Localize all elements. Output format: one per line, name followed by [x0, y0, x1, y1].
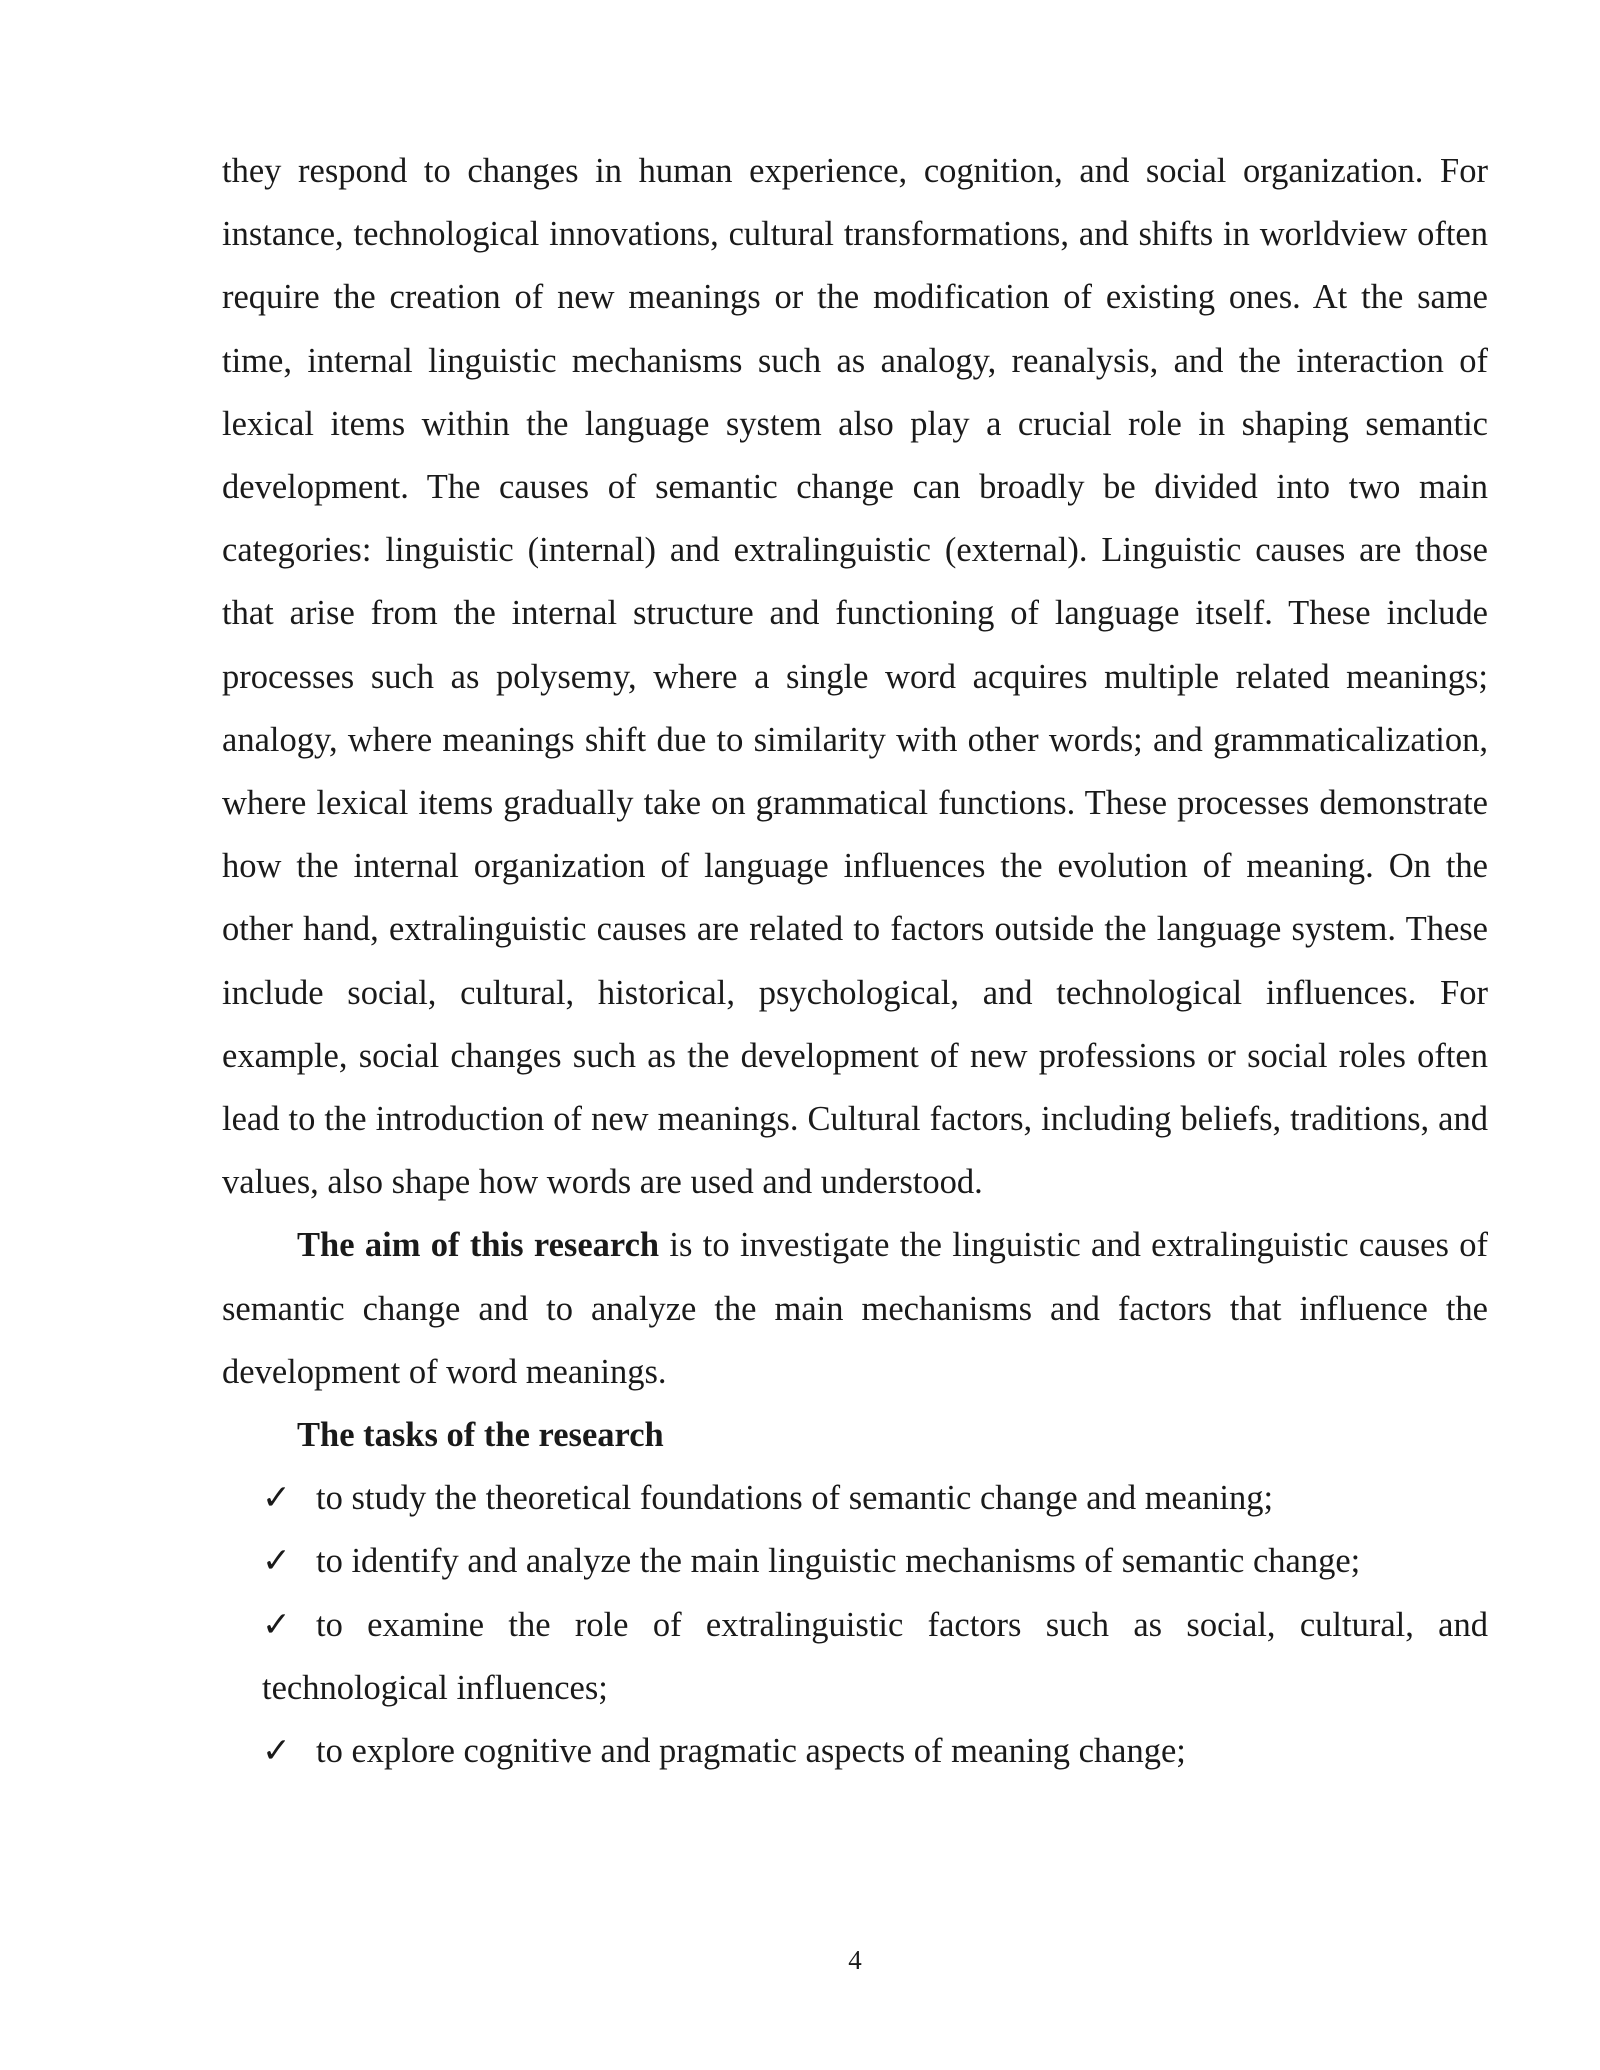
task-item	[222, 1720, 1488, 1783]
aim-paragraph	[222, 1214, 1488, 1404]
task-text: to study the theoretical foundations of semantic change and meaning;	[316, 1479, 1274, 1518]
task-item	[222, 1467, 1488, 1530]
intro-paragraph: they respond to changes in human experience, cognition, and social organization. For instance, technological innovations, cultural transformations, and shifts in worldview often require the creation of new meanings or the modification of existing ones. At the same time, internal linguistic mechanisms such as analogy, reanalysis, and the interaction of lexical items within the language system also play a crucial role in shaping semantic development. The causes of semantic change can broadly be divided into two main categories: linguistic (internal) and extralinguistic (external). Linguistic causes are those that arise from the internal structure and functioning of language itself. These include processes such as polysemy, where a single word acquires multiple related meanings; analogy, where meanings shift due to similarity with other words; and grammaticalization, where lexical items gradually take on grammatical functions. These processes demonstrate how the internal organization of language influences the evolution of meaning. On the other hand, extralinguistic causes are related to factors outside the language system. These include social, cultural, historical, psychological, and technological influences. For example, social changes such as the development of new professions or social roles often lead to the introduction of new meanings. Cultural factors, including beliefs, traditions, and values, also shape how words are used and understood.	[222, 152, 1488, 1202]
check-icon: ✓	[262, 1732, 291, 1771]
check-icon: ✓	[262, 1479, 291, 1518]
aim-text: is to investigate the linguistic and extralinguistic causes of semantic change and to analyze the main mechanisms and factors that influence the development of word meanings.	[222, 1226, 1488, 1391]
check-icon: ✓	[262, 1542, 291, 1581]
tasks-heading: The tasks of the research	[297, 1416, 664, 1455]
task-text: to identify and analyze the main linguistic mechanisms of semantic change;	[316, 1542, 1361, 1581]
task-item	[222, 1594, 1488, 1720]
page-number: 4	[848, 1945, 862, 1975]
page-body	[222, 140, 1488, 1783]
aim-heading: The aim of this research	[297, 1226, 660, 1265]
task-text: to explore cognitive and pragmatic aspects of meaning change;	[316, 1732, 1186, 1771]
task-item	[222, 1530, 1488, 1593]
task-text: to examine the role of extralinguistic factors such as social, cultural, and technological influences;	[262, 1605, 1488, 1707]
check-icon: ✓	[262, 1605, 291, 1644]
